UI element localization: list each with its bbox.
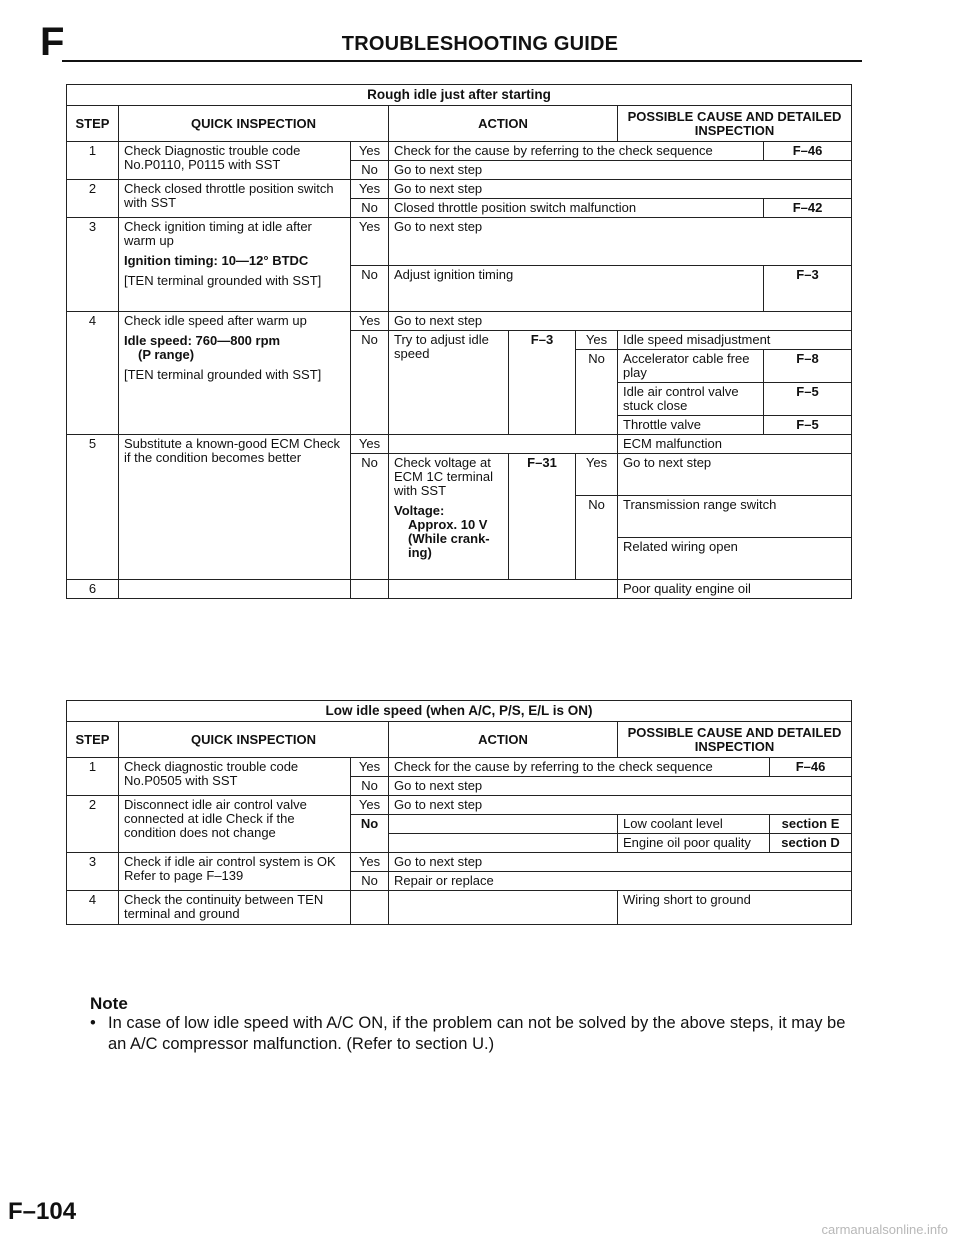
cause-cell: ECM malfunction: [618, 435, 852, 454]
yes-label: Yes: [351, 312, 389, 331]
yes-label: Yes: [351, 180, 389, 199]
cause-cell: Wiring short to ground: [618, 891, 852, 925]
action-cell: Go to next step: [389, 853, 852, 872]
quick-inspection-cell: Check Diagnostic trouble code No.P0110, P0115 with SST: [119, 142, 351, 180]
quick-inspection-cell: [119, 312, 351, 435]
action-cell: Go to next step: [389, 796, 852, 815]
cause-cell: Idle air control valve stuck close: [618, 383, 764, 416]
quick-inspection-cell: Disconnect idle air control valve connected at idle Check if the condition does not change: [119, 796, 351, 853]
empty-cell: [351, 891, 389, 925]
quick-inspection-cell: Check closed throttle position switch with SST: [119, 180, 351, 218]
spec-range: (P range): [138, 347, 195, 362]
table-rough-idle: [66, 84, 851, 599]
yes-label: Yes: [351, 435, 389, 454]
page-number: F–104: [8, 1198, 77, 1225]
spec-label: Voltage:: [394, 503, 445, 518]
no-label: No: [576, 350, 618, 435]
quick-inspection-cell: Check diagnostic trouble code No.P0505 with SST: [119, 758, 351, 796]
quick-text: Check idle speed after warm up: [124, 313, 307, 328]
quick-inspection-cell: Substitute a known-good ECM Check if the condition becomes better: [119, 435, 351, 580]
step-number: 4: [67, 891, 119, 925]
note-body: [90, 1013, 860, 1055]
step-number: 3: [67, 218, 119, 312]
quick-inspection-cell: Check the continuity between TEN terminal and ground: [119, 891, 351, 925]
step-number: 3: [67, 853, 119, 891]
action-cell: Closed throttle position switch malfunction: [389, 199, 764, 218]
action-cell: Check for the cause by referring to the check sequence: [389, 758, 770, 777]
action-cell: Repair or replace: [389, 872, 852, 891]
step-number: 4: [67, 312, 119, 435]
quick-text: Check ignition timing at idle after warm up: [124, 219, 312, 248]
cause-cell: Idle speed misadjustment: [618, 331, 852, 350]
action-cell: Adjust ignition timing: [389, 266, 764, 312]
action-cell: Go to next step: [389, 218, 852, 266]
spec-value: Approx. 10 V: [408, 517, 488, 532]
empty-cell: [389, 891, 618, 925]
action-cell: Go to next step: [389, 777, 852, 796]
action-cell: Go to next step: [389, 180, 852, 199]
no-label: No: [351, 872, 389, 891]
page-reference: F–3: [764, 266, 852, 312]
step-number: 2: [67, 180, 119, 218]
quick-inspection-cell: Check if idle air control system is OK Refer to page F–139: [119, 853, 351, 891]
yes-label: Yes: [351, 218, 389, 266]
section-letter: F: [40, 20, 65, 64]
bullet-marker: •: [90, 1014, 96, 1032]
step-number: 2: [67, 796, 119, 853]
cause-cell: Transmission range switch: [618, 496, 852, 538]
quick-inspection-cell: [119, 218, 351, 312]
header-quick-inspection: QUICK INSPECTION: [119, 722, 389, 758]
page-title: TROUBLESHOOTING GUIDE: [341, 33, 619, 55]
header-step: STEP: [67, 106, 119, 142]
cause-cell: Accelerator cable free play: [618, 350, 764, 383]
cause-cell: Poor quality engine oil: [618, 580, 852, 599]
no-label: No: [576, 496, 618, 580]
cause-cell: Go to next step: [618, 454, 852, 496]
spec-condition: (While crank-ing): [408, 531, 490, 560]
action-cell: Try to adjust idle speed: [389, 331, 509, 435]
page-reference: F–46: [770, 758, 852, 777]
header-quick-inspection: QUICK INSPECTION: [119, 106, 389, 142]
note-heading: Note: [90, 994, 128, 1013]
no-label: No: [351, 777, 389, 796]
action-cell: Check for the cause by referring to the check sequence: [389, 142, 764, 161]
no-label: No: [351, 199, 389, 218]
page-reference: F–3: [509, 331, 576, 435]
empty-cell: [351, 580, 389, 599]
cause-cell: Low coolant level: [618, 815, 770, 834]
empty-cell: [389, 435, 618, 454]
table-caption: Rough idle just after starting: [67, 85, 852, 106]
no-label: No: [351, 331, 389, 435]
page-reference: F–42: [764, 199, 852, 218]
watermark: carmanualsonline.info: [821, 1222, 948, 1237]
section-reference: section D: [770, 834, 852, 853]
step-number: 1: [67, 142, 119, 180]
page-reference: F–46: [764, 142, 852, 161]
yes-label: Yes: [576, 454, 618, 496]
no-label: No: [351, 815, 389, 853]
page-reference: F–31: [509, 454, 576, 580]
cause-cell: Engine oil poor quality: [618, 834, 770, 853]
yes-label: Yes: [351, 758, 389, 777]
header-action: ACTION: [389, 722, 618, 758]
action-text: Check voltage at ECM 1C terminal with SST: [394, 455, 493, 498]
step-number: 6: [67, 580, 119, 599]
header-step: STEP: [67, 722, 119, 758]
yes-label: Yes: [351, 853, 389, 872]
action-cell: Go to next step: [389, 161, 852, 180]
condition-text: [TEN terminal grounded with SST]: [124, 273, 322, 288]
spec-value: Idle speed: 760—800 rpm: [124, 333, 281, 348]
header-possible-cause: POSSIBLE CAUSE AND DETAILED INSPECTION: [618, 722, 852, 758]
page-reference: F–5: [764, 383, 852, 416]
no-label: No: [351, 266, 389, 312]
cause-cell: Throttle valve: [618, 416, 764, 435]
table-low-idle: [66, 700, 851, 925]
table-caption: Low idle speed (when A/C, P/S, E/L is ON): [67, 701, 852, 722]
empty-cell: [119, 580, 351, 599]
yes-label: Yes: [351, 142, 389, 161]
cause-cell: Related wiring open: [618, 538, 852, 580]
header-action: ACTION: [389, 106, 618, 142]
header-possible-cause: POSSIBLE CAUSE AND DETAILED INSPECTION: [618, 106, 852, 142]
no-label: No: [351, 161, 389, 180]
header-rule: [62, 60, 862, 62]
page-reference: F–8: [764, 350, 852, 383]
action-cell: Go to next step: [389, 312, 852, 331]
step-number: 5: [67, 435, 119, 580]
action-cell: [389, 454, 509, 580]
empty-cell: [389, 815, 618, 834]
note-text: In case of low idle speed with A/C ON, if the problem can not be solved by the above steps, it may be an A/C compressor malfunction. (Refer to section U.): [108, 1014, 846, 1053]
yes-label: Yes: [576, 331, 618, 350]
yes-label: Yes: [351, 796, 389, 815]
empty-cell: [389, 580, 618, 599]
empty-cell: [389, 834, 618, 853]
condition-text: [TEN terminal grounded with SST]: [124, 367, 322, 382]
step-number: 1: [67, 758, 119, 796]
page-reference: F–5: [764, 416, 852, 435]
no-label: No: [351, 454, 389, 580]
section-reference: section E: [770, 815, 852, 834]
spec-value: Ignition timing: 10—12° BTDC: [124, 253, 309, 268]
